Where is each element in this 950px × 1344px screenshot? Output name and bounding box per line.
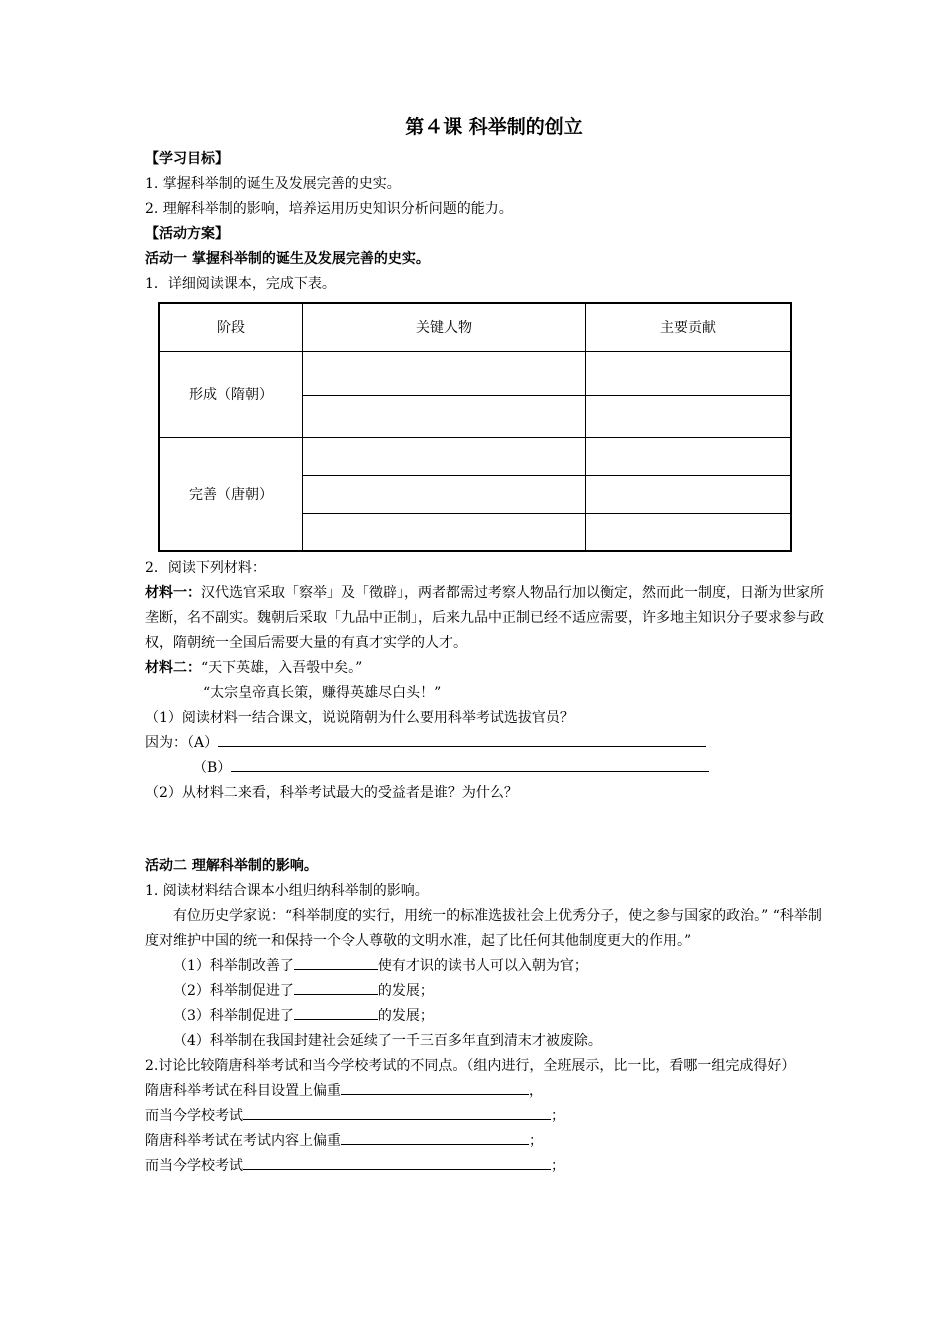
table-cell-empty[interactable] <box>586 513 792 551</box>
activity1-heading: 活动一 掌握科举制的诞生及发展完善的史实。 <box>145 251 430 267</box>
objective-item: 2. 理解科举制的影响，培养运用历史知识分析问题的能力。 <box>145 201 513 217</box>
table-cell-empty[interactable] <box>586 351 792 395</box>
impact-item-suffix: 的发展； <box>377 1008 434 1024</box>
activity2-task1: 1. 阅读材料结合课本小组归纳科举制的影响。 <box>145 883 429 899</box>
because-label: 因为：（A） <box>145 735 219 751</box>
answer-a-row <box>145 731 825 756</box>
table-cell-empty[interactable] <box>303 513 586 551</box>
compare-prefix: 而当今学校考试 <box>145 1158 243 1174</box>
answer-b-row <box>145 756 825 781</box>
table-cell-empty[interactable] <box>303 351 586 395</box>
material2-quote1: “天下英雄，入吾彀中矣。” <box>201 660 363 676</box>
question2: （2）从材料二来看，科举考试最大的受益者是谁？为什么？ <box>145 785 518 801</box>
impact-blank[interactable] <box>294 1004 378 1020</box>
activity1-task2: 2．阅读下列材料： <box>145 560 266 576</box>
compare-blank[interactable] <box>341 1079 529 1095</box>
impact-item-4: （4）科举制在我国封建社会延续了一千三百多年直到清末才被废除。 <box>173 1033 602 1049</box>
compare-row <box>145 1154 825 1179</box>
answer-a-blank[interactable] <box>218 731 706 747</box>
impact-item-prefix: （1）科举制改善了 <box>173 958 294 974</box>
stage-formation: 形成（隋朝） <box>159 351 303 437</box>
impact-item-prefix: （2）科举制促进了 <box>173 983 294 999</box>
activity1-task1: 1．详细阅读课本，完成下表。 <box>145 276 336 292</box>
material2-label: 材料二： <box>145 660 201 676</box>
compare-prefix: 而当今学校考试 <box>145 1108 243 1124</box>
impact-item-3 <box>145 1004 825 1029</box>
compare-row <box>145 1104 825 1129</box>
table-cell-empty[interactable] <box>586 395 792 437</box>
table-header-stage: 阶段 <box>159 303 303 351</box>
compare-prefix: 隋唐科举考试在科目设置上偏重 <box>145 1083 341 1099</box>
compare-row <box>145 1129 825 1154</box>
material1-text: 汉代选官采取「察举」及「徵辟」，两者都需过考察人物品行加以衡定，然而此一制度，日渐为世家所垄断，名不副实。魏朝后采取「九品中正制」，后来九品中正制已经不适应需要，许多地主知识分子要求参与政权，隋朝统一全国后需要大量的有真才实学的人才。 <box>145 585 824 651</box>
impact-item-2 <box>145 979 825 1004</box>
worksheet-page <box>145 112 825 1179</box>
compare-row <box>145 1079 825 1104</box>
objectives-heading: 【学习目标】 <box>145 151 229 167</box>
compare-prefix: 隋唐科举考试在考试内容上偏重 <box>145 1133 341 1149</box>
page-title: 第４课 科举制的创立 <box>405 116 583 138</box>
impact-blank[interactable] <box>294 954 378 970</box>
impact-item-suffix: 使有才识的读书人可以入朝为官； <box>377 958 588 974</box>
table-header-person: 关键人物 <box>303 303 586 351</box>
compare-suffix: ； <box>529 1133 543 1149</box>
material2-line1 <box>145 656 825 681</box>
stages-table <box>158 302 792 552</box>
material1-label: 材料一： <box>145 585 201 601</box>
table-cell-empty[interactable] <box>586 437 792 475</box>
objective-item: 1. 掌握科举制的诞生及发展完善的史实。 <box>145 176 401 192</box>
question1: （1）阅读材料一结合课文，说说隋朝为什么要用科举考试选拔官员？ <box>145 710 574 726</box>
table-cell-empty[interactable] <box>303 395 586 437</box>
answer-space <box>145 806 825 854</box>
compare-suffix: ， <box>529 1083 543 1099</box>
historian-quote: 有位历史学家说：“科举制度的实行，用统一的标准选拔社会上优秀分子，使之参与国家的政治。” “科举制度对维护中国的统一和保持一个令人尊敬的文明水准，起了比任何其他制度更大的作用。” <box>145 908 822 949</box>
table-header-contribution: 主要贡献 <box>586 303 792 351</box>
material1 <box>145 581 825 656</box>
table-cell-empty[interactable] <box>303 475 586 513</box>
stage-improvement: 完善（唐朝） <box>159 437 303 551</box>
compare-blank[interactable] <box>341 1129 529 1145</box>
impact-item-1 <box>145 954 825 979</box>
compare-suffix: ； <box>551 1108 565 1124</box>
impact-blank[interactable] <box>294 979 378 995</box>
b-label: （B） <box>193 760 232 776</box>
activity2-heading: 活动二 理解科举制的影响。 <box>145 858 318 874</box>
impact-item-prefix: （3）科举制促进了 <box>173 1008 294 1024</box>
table-cell-empty[interactable] <box>303 437 586 475</box>
material2-quote2: “太宗皇帝真长策，赚得英雄尽白头！” <box>203 685 442 701</box>
compare-blank[interactable] <box>243 1104 551 1120</box>
table-cell-empty[interactable] <box>586 475 792 513</box>
answer-b-blank[interactable] <box>231 756 709 772</box>
activity2-task2: 2.讨论比较隋唐科举考试和当今学校考试的不同点。（组内进行，全班展示，比一比，看哪一组完成得好） <box>145 1058 796 1074</box>
compare-suffix: ； <box>551 1158 565 1174</box>
impact-item-suffix: 的发展； <box>377 983 434 999</box>
compare-blank[interactable] <box>243 1154 551 1170</box>
plan-heading: 【活动方案】 <box>145 226 229 242</box>
